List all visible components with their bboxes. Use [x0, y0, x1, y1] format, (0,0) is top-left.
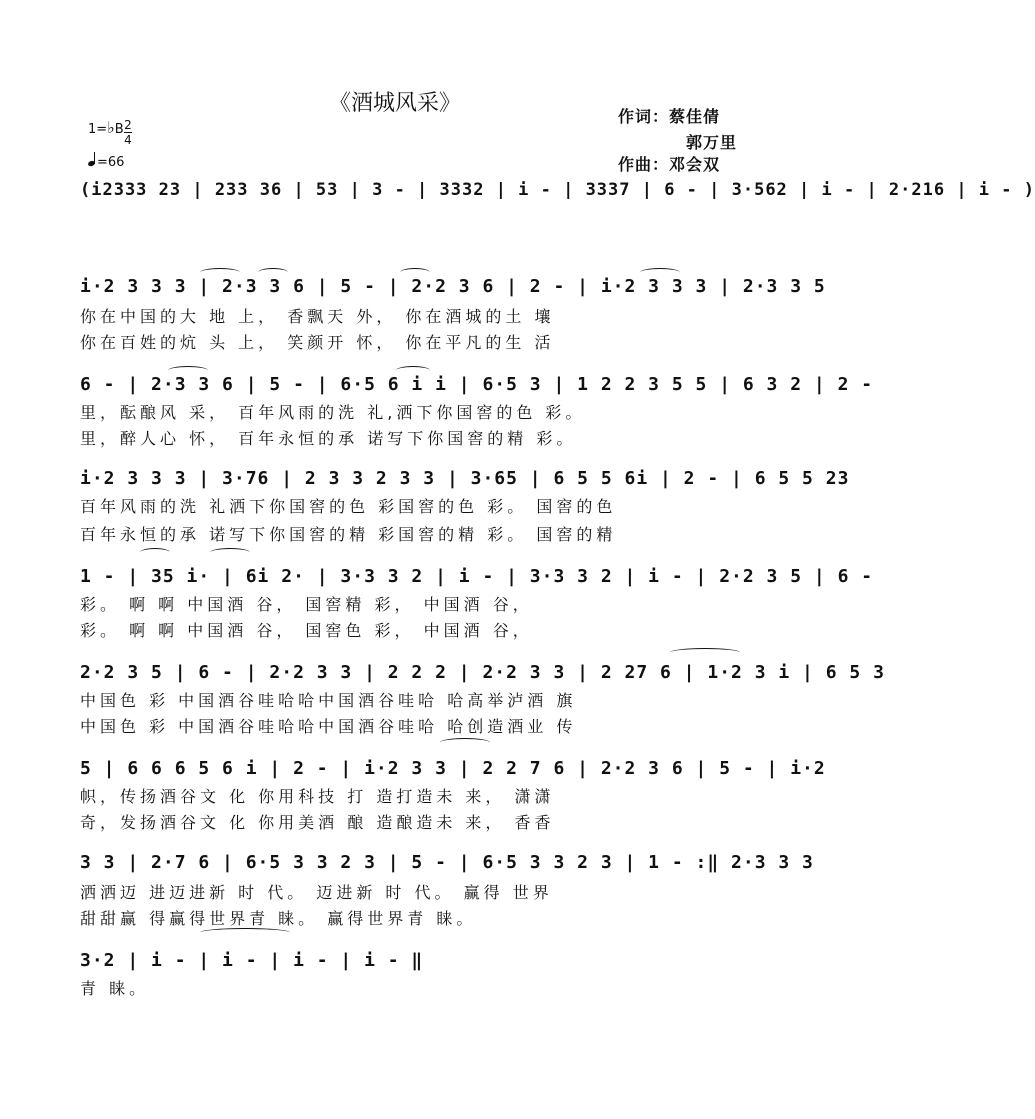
staff-lyric-5a: 中国色 彩 中国酒谷哇哈哈中国酒谷哇哈 哈高举泸酒 旗	[80, 691, 577, 710]
slur	[670, 648, 740, 657]
staff-lyric-4b: 彩。 啊 啊 中国酒 谷， 国窖色 彩， 中国酒 谷，	[80, 621, 533, 640]
time-signature-bottom: 4	[124, 133, 132, 147]
lyricist-credit-2: 郭万里	[686, 133, 738, 152]
staff-lyric-3a: 百年风雨的洗 礼洒下你国窖的色 彩国窖的色 彩。 国窖的色	[80, 497, 617, 516]
staff-lyric-2b: 里，醉人心 怀， 百年永恒的承 诺写下你国窖的精 彩。	[80, 429, 577, 448]
staff-notes-8: 3·2 | i - | i - | i - | i - ‖	[80, 950, 424, 971]
staff-lyric-7b: 甜甜赢 得赢得世界青 睐。 赢得世界青 睐。	[80, 909, 477, 928]
staff-lyric-7a: 洒洒迈 进迈进新 时 代。 迈进新 时 代。 赢得 世界	[80, 883, 553, 902]
staff-lyric-5b: 中国色 彩 中国酒谷哇哈哈中国酒谷哇哈 哈创造酒业 传	[80, 717, 577, 736]
page-title: 《酒城风采》	[328, 91, 461, 116]
key-note: B	[114, 122, 124, 137]
staff-notes-intro: (i2333 23 | 233 36 | 53 | 3 - | 3332 | i - | 3337 | 6 - | 3·562 | i - | 2·216 | i - )	[80, 180, 1035, 200]
staff-notes-2: 6 - | 2·3 3 6 | 5 - | 6·5 6 i i | 6·5 3 | 1 2 2 3 5 5 | 6 3 2 | 2 -	[80, 374, 874, 395]
time-signature-top: 2	[124, 118, 132, 132]
staff-notes-3: i·2 3 3 3 | 3·76 | 2 3 3 2 3 3 | 3·65 | 6 5 5 6i | 2 - | 6 5 5 23	[80, 468, 850, 489]
staff-lyric-6b: 奇，发扬酒谷文 化 你用美酒 酿 造酿造未 来， 香香	[80, 813, 555, 832]
staff-notes-4: 1 - | 35 i· | 6i 2· | 3·3 3 2 | i - | 3·3 3 2 | i - | 2·2 3 5 | 6 -	[80, 566, 874, 587]
flat-symbol: ♭	[107, 118, 115, 137]
slur	[400, 268, 430, 277]
staff-lyric-8a: 青 睐。	[80, 979, 150, 998]
tempo-marking	[88, 152, 124, 170]
lyricist-credit: 作词：蔡佳倩	[618, 107, 721, 126]
slur	[140, 548, 170, 557]
time-signature	[124, 118, 132, 147]
key-signature	[88, 118, 124, 137]
slur	[440, 738, 490, 747]
staff-lyric-1b: 你在百姓的炕 头 上， 笑颜开 怀， 你在平凡的生 活	[80, 333, 555, 352]
staff-lyric-1a: 你在中国的大 地 上， 香飘天 外， 你在酒城的土 壤	[80, 307, 555, 326]
staff-notes-1: i·2 3 3 3 | 2·3 3 6 | 5 - | 2·2 3 6 | 2 - | i·2 3 3 3 | 2·3 3 5	[80, 276, 826, 297]
slur	[396, 366, 430, 375]
staff-lyric-6a: 帜，传扬酒谷文 化 你用科技 打 造打造未 来， 潇潇	[80, 787, 555, 806]
slur	[640, 268, 680, 277]
slur	[168, 366, 208, 375]
staff-lyric-4a: 彩。 啊 啊 中国酒 谷， 国窖精 彩， 中国酒 谷，	[80, 595, 533, 614]
staff-notes-7: 3 3 | 2·7 6 | 6·5 3 3 2 3 | 5 - | 6·5 3 3 2 3 | 1 - :‖ 2·3 3 3	[80, 852, 814, 873]
slur	[258, 268, 288, 277]
quarter-note-icon	[87, 160, 95, 167]
slur	[200, 928, 290, 937]
staff-notes-5: 2·2 3 5 | 6 - | 2·2 3 3 | 2 2 2 | 2·2 3 3 | 2 27 6 | 1·2 3 i | 6 5 3	[80, 662, 885, 683]
slur	[210, 548, 250, 557]
staff-lyric-3b: 百年永恒的承 诺写下你国窖的精 彩国窖的精 彩。 国窖的精	[80, 525, 617, 544]
tempo-value: =66	[97, 155, 125, 170]
slur	[200, 268, 240, 277]
staff-lyric-2a: 里，酝酿风 采， 百年风雨的洗 礼,洒下你国窖的色 彩。	[80, 403, 586, 422]
composer-credit: 作曲：邓会双	[618, 155, 721, 174]
key-prefix: 1=	[88, 122, 108, 137]
staff-notes-6: 5 | 6 6 6 5 6 i | 2 - | i·2 3 3 | 2 2 7 6 | 2·2 3 6 | 5 - | i·2	[80, 758, 826, 779]
